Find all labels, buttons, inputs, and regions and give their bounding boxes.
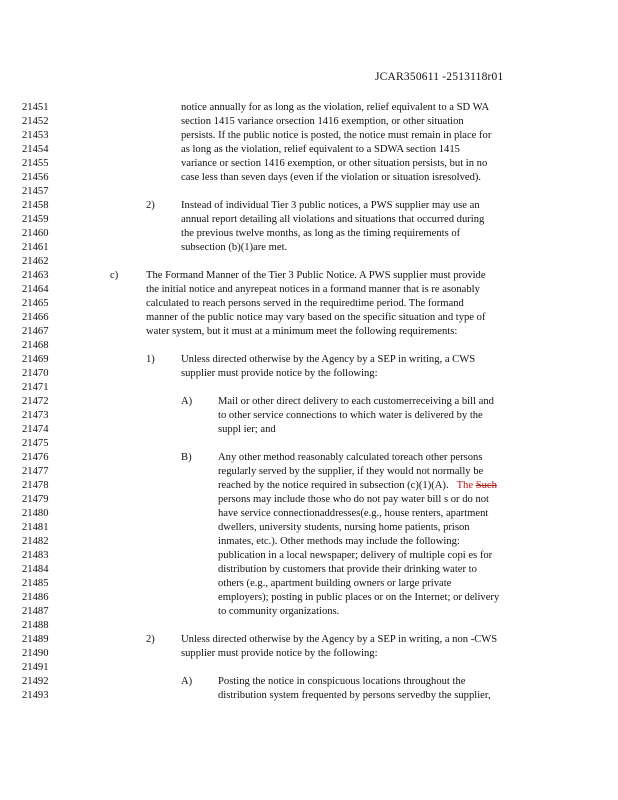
line-number: 21451 xyxy=(22,102,49,113)
line-number: 21452 xyxy=(22,116,49,127)
line-number: 21471 xyxy=(22,382,49,393)
document-line xyxy=(0,171,618,185)
document-line xyxy=(0,255,618,269)
document-line xyxy=(0,493,618,507)
line-number: 21460 xyxy=(22,228,49,239)
line-number: 21462 xyxy=(22,256,49,267)
document-line xyxy=(0,353,618,367)
body-text: inmates, etc.). Other methods may include the following: xyxy=(218,536,460,547)
body-text: have service connectionaddresses(e.g., house renters, apartment xyxy=(218,508,489,519)
line-number: 21466 xyxy=(22,312,49,323)
line-number: 21456 xyxy=(22,172,49,183)
body-text: Any other method reasonably calculated toreach other persons xyxy=(218,452,483,463)
line-number: 21487 xyxy=(22,606,49,617)
document-line xyxy=(0,563,618,577)
body-text: dwellers, university students, nursing home patients, prison xyxy=(218,522,470,533)
body-text: Unless directed otherwise by the Agency by a SEP in writing, a CWS xyxy=(181,354,476,365)
line-number: 21459 xyxy=(22,214,49,225)
document-line xyxy=(0,157,618,171)
body-text: supplier must provide notice by the following: xyxy=(181,648,378,659)
body-text: suppl ier; and xyxy=(218,424,276,435)
document-line xyxy=(0,605,618,619)
document-line xyxy=(0,339,618,353)
document-line xyxy=(0,241,618,255)
line-number: 21469 xyxy=(22,354,49,365)
body-text: annual report detailing all violations and situations that occurred during xyxy=(181,214,485,225)
body-text: persists. If the public notice is posted, the notice must remain in place for xyxy=(181,130,492,141)
line-number: 21470 xyxy=(22,368,49,379)
line-number: 21480 xyxy=(22,508,49,519)
body-text: the initial notice and anyrepeat notices in a formand manner that is re asonably xyxy=(146,284,480,295)
body-text: Instead of individual Tier 3 public notices, a PWS supplier may use an xyxy=(181,200,480,211)
body-text: as long as the violation, relief equivalent to a SDWA section 1415 xyxy=(181,144,460,155)
line-number: 21482 xyxy=(22,536,49,547)
body-text: persons may include those who do not pay water bill s or do not xyxy=(218,494,489,505)
body-text: Mail or other direct delivery to each customerreceiving a bill and xyxy=(218,396,494,407)
document-line xyxy=(0,367,618,381)
body-text xyxy=(218,479,497,493)
document-line xyxy=(0,535,618,549)
line-number: 21475 xyxy=(22,438,49,449)
line-number: 21481 xyxy=(22,522,49,533)
line-number: 21461 xyxy=(22,242,49,253)
line-number: 21490 xyxy=(22,648,49,659)
line-number: 21458 xyxy=(22,200,49,211)
document-id-header: JCAR350611 -2513118r01 xyxy=(375,71,504,83)
document-line xyxy=(0,507,618,521)
item-label: A) xyxy=(181,396,193,407)
body-text: to community organizations. xyxy=(218,606,340,617)
line-number: 21457 xyxy=(22,186,49,197)
document-line xyxy=(0,423,618,437)
body-text: manner of the public notice may vary based on the specific situation and type of xyxy=(146,312,486,323)
item-label: c) xyxy=(110,270,119,281)
line-number: 21493 xyxy=(22,690,49,701)
document-line xyxy=(0,647,618,661)
document-line xyxy=(0,185,618,199)
document-line xyxy=(0,549,618,563)
body-text: the previous twelve months, as long as the timing requirements of xyxy=(181,228,461,239)
body-text: employers); posting in public places or on the Internet; or delivery xyxy=(218,592,500,603)
body-text: case less than seven days (even if the violation or situation isresolved). xyxy=(181,172,482,183)
document-line xyxy=(0,283,618,297)
document-line xyxy=(0,451,618,465)
item-label: A) xyxy=(181,676,193,687)
document-line xyxy=(0,227,618,241)
line-number: 21485 xyxy=(22,578,49,589)
line-number: 21479 xyxy=(22,494,49,505)
document-line xyxy=(0,661,618,675)
body-text: regularly served by the supplier, if they would not normally be xyxy=(218,466,484,477)
line-number: 21484 xyxy=(22,564,49,575)
body-text: distribution system frequented by persons servedby the supplier, xyxy=(218,690,491,701)
line-number: 21467 xyxy=(22,326,49,337)
document-line xyxy=(0,479,618,493)
line-number: 21478 xyxy=(22,480,49,491)
document-line xyxy=(0,675,618,689)
line-number: 21488 xyxy=(22,620,49,631)
document-line xyxy=(0,689,618,703)
document-line xyxy=(0,409,618,423)
document-line xyxy=(0,143,618,157)
document-line xyxy=(0,199,618,213)
body-text: to other service connections to which water is delivered by the xyxy=(218,410,483,421)
inserted-text: The xyxy=(456,480,474,491)
document-line xyxy=(0,269,618,283)
struck-text: Such xyxy=(475,480,497,491)
document-line xyxy=(0,591,618,605)
body-text: distribution by customers that provide their drinking water to xyxy=(218,564,477,575)
body-text: section 1415 variance orsection 1416 exemption, or other situation xyxy=(181,116,464,127)
line-number: 21453 xyxy=(22,130,49,141)
document-line xyxy=(0,325,618,339)
document-line xyxy=(0,577,618,591)
line-number: 21454 xyxy=(22,144,49,155)
document-line xyxy=(0,381,618,395)
item-label: 1) xyxy=(146,354,155,365)
line-number: 21476 xyxy=(22,452,49,463)
document-line xyxy=(0,129,618,143)
body-text: subsection (b)(1)are met. xyxy=(181,242,288,253)
document-line xyxy=(0,521,618,535)
line-number: 21464 xyxy=(22,284,49,295)
document-line xyxy=(0,465,618,479)
line-number: 21463 xyxy=(22,270,49,281)
line-number: 21483 xyxy=(22,550,49,561)
document-line xyxy=(0,437,618,451)
line-number: 21473 xyxy=(22,410,49,421)
body-text-segment: reached by the notice required in subsection (c)(1)(A). xyxy=(218,480,449,491)
body-text: publication in a local newspaper; delivery of multiple copi es for xyxy=(218,550,493,561)
body-text: notice annually for as long as the violation, relief equivalent to a SD WA xyxy=(181,102,490,113)
document-line xyxy=(0,633,618,647)
body-text: others (e.g., apartment building owners or large private xyxy=(218,578,452,589)
line-number: 21468 xyxy=(22,340,49,351)
document-line xyxy=(0,115,618,129)
document-line xyxy=(0,297,618,311)
line-number: 21489 xyxy=(22,634,49,645)
line-number: 21491 xyxy=(22,662,49,673)
line-number: 21492 xyxy=(22,676,49,687)
line-number: 21474 xyxy=(22,424,49,435)
body-text: variance or section 1416 exemption, or other situation persists, but in no xyxy=(181,158,488,169)
document-line xyxy=(0,311,618,325)
line-number: 21486 xyxy=(22,592,49,603)
body-text: supplier must provide notice by the following: xyxy=(181,368,378,379)
document-line xyxy=(0,213,618,227)
item-label: 2) xyxy=(146,200,155,211)
document-line xyxy=(0,619,618,633)
body-text: Posting the notice in conspicuous locations throughout the xyxy=(218,676,466,687)
body-text: calculated to reach persons served in the requiredtime period. The formand xyxy=(146,298,464,309)
item-label: B) xyxy=(181,452,192,463)
body-text: The Formand Manner of the Tier 3 Public Notice. A PWS supplier must provide xyxy=(146,270,486,281)
document-line xyxy=(0,395,618,409)
item-label: 2) xyxy=(146,634,155,645)
line-number: 21472 xyxy=(22,396,49,407)
body-text: Unless directed otherwise by the Agency by a SEP in writing, a non -CWS xyxy=(181,634,498,645)
body-text: water system, but it must at a minimum meet the following requirements: xyxy=(146,326,458,337)
line-number: 21477 xyxy=(22,466,49,477)
line-number: 21455 xyxy=(22,158,49,169)
line-number: 21465 xyxy=(22,298,49,309)
document-line xyxy=(0,101,618,115)
